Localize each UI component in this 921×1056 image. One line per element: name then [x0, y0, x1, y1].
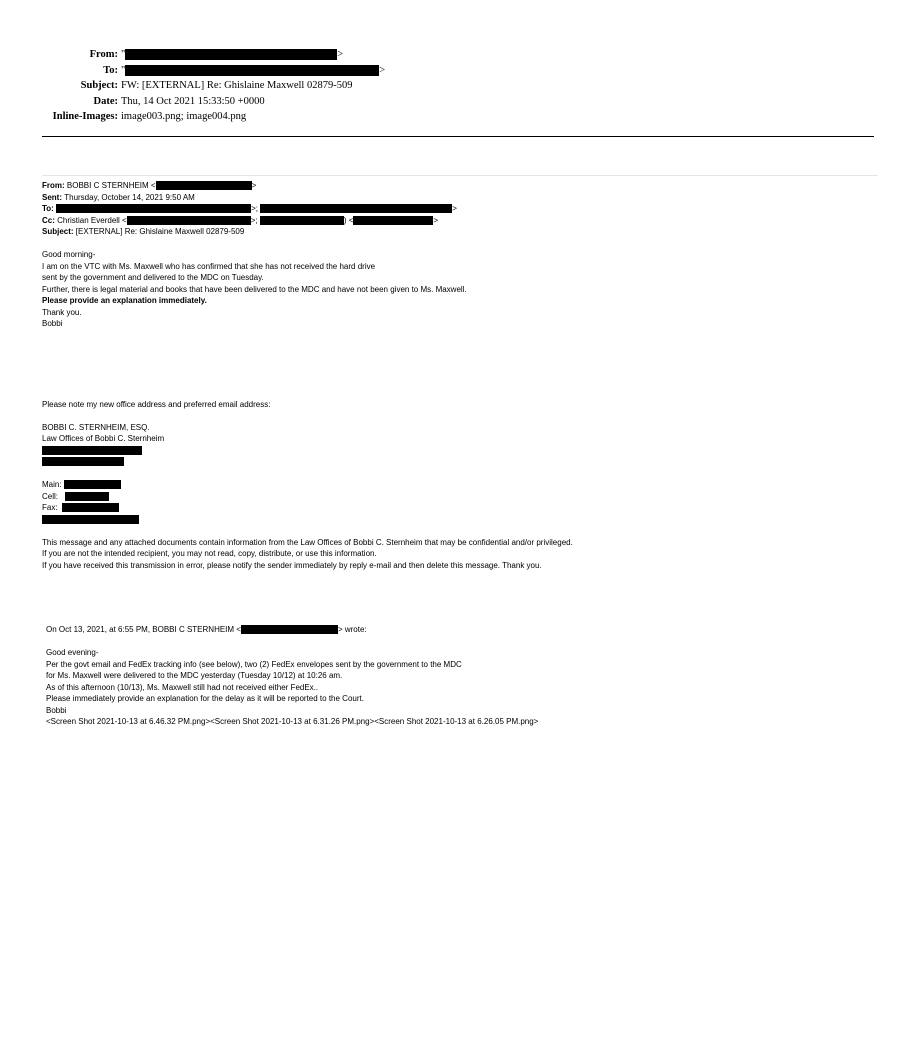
signature-main-row — [42, 479, 892, 491]
fwd-to-label: To: — [42, 204, 54, 213]
header-to-close: > — [379, 64, 386, 76]
header-inline-images-value: image003.png; image004.png — [121, 111, 247, 122]
redaction-box — [64, 480, 121, 489]
header-subject-row — [0, 78, 385, 94]
header-date-row — [0, 94, 385, 110]
message-line-2: sent by the government and delivered to the MDC on Tuesday. — [42, 273, 264, 282]
header-to-open: " — [121, 64, 126, 76]
header-from-label: From: — [89, 49, 118, 60]
quoted-attachments: <Screen Shot 2021-10-13 at 6.46.32 PM.png><Screen Shot 2021-10-13 at 6.31.26 PM.png><Screen Shot 2021-10-13 at 6.26.05 PM.png> — [46, 717, 539, 726]
message-signoff: Bobbi — [42, 319, 63, 328]
message-line-1: I am on the VTC with Ms. Maxwell who has confirmed that she has not received the hard drive — [42, 261, 376, 271]
redaction-box — [156, 181, 252, 190]
header-inline-images-label: Inline-Images: — [52, 111, 118, 122]
signature-cell-label: Cell: — [42, 491, 59, 501]
fwd-subject-row — [42, 226, 892, 238]
quoted-signoff: Bobbi — [46, 705, 67, 715]
body-divider — [42, 175, 878, 176]
fwd-sent-value: Thursday, October 14, 2021 9:50 AM — [64, 192, 195, 202]
header-subject-label: Subject: — [80, 80, 118, 91]
header-from-row — [0, 47, 385, 63]
header-to-row — [0, 63, 385, 79]
disclaimer-line-3: If you have received this transmission in error, please notify the sender immediately by reply e-mail and then delete this message. Thank you. — [42, 560, 542, 570]
fwd-from-close: > — [251, 181, 257, 190]
signature-cell-row — [42, 491, 892, 503]
message-line-3: Further, there is legal material and books that have been delivered to the MDC and have not been given to Ms. Maxwell. — [42, 284, 467, 294]
fwd-to-sep: >; — [251, 204, 258, 213]
redaction-box — [260, 204, 452, 213]
disclaimer-line-2: If you are not the intended recipient, you may not read, copy, distribute, or use this information. — [42, 549, 377, 558]
signature-main-label: Main: — [42, 480, 62, 489]
fwd-to-row — [42, 203, 892, 215]
fwd-cc-paren: ) < — [343, 215, 354, 225]
header-divider — [42, 136, 874, 137]
fwd-from-label: From: — [42, 181, 65, 190]
redaction-box — [42, 446, 142, 455]
signature-address-2 — [42, 456, 892, 468]
redaction-box — [42, 515, 139, 524]
signature-name: BOBBI C. STERNHEIM, ESQ. — [42, 422, 150, 432]
header-date-label: Date: — [93, 95, 118, 107]
email-body — [42, 180, 892, 571]
redaction-box — [241, 625, 338, 634]
fwd-cc-label: Cc: — [42, 215, 55, 225]
fwd-from-row — [42, 180, 892, 192]
header-subject-value: FW: [EXTERNAL] Re: Ghislaine Maxwell 02879-509 — [121, 80, 353, 91]
signature-firm: Law Offices of Bobbi C. Sternheim — [42, 434, 165, 443]
fwd-to-close: > — [452, 204, 457, 213]
signature-fax-row — [42, 502, 892, 514]
signature-address-1 — [42, 445, 892, 457]
quoted-line-2: for Ms. Maxwell were delivered to the MDC yesterday (Tuesday 10/12) at 10:26 am. — [46, 671, 343, 680]
redaction-box — [353, 216, 433, 225]
redaction-box — [42, 457, 124, 466]
message-bold-line: Please provide an explanation immediately. — [42, 296, 207, 305]
redaction-box — [125, 65, 379, 76]
quoted-intro-end: > wrote: — [337, 625, 367, 634]
fwd-subject-value: [EXTERNAL] Re: Ghislaine Maxwell 02879-509 — [75, 227, 245, 236]
fwd-sent-row — [42, 192, 892, 204]
fwd-cc-value: Christian Everdell < — [57, 215, 127, 225]
header-date-value: Thu, 14 Oct 2021 15:33:50 +0000 — [121, 95, 265, 107]
quoted-message — [46, 624, 896, 728]
redaction-box — [56, 204, 251, 213]
header-to-label: To: — [103, 64, 118, 76]
header-from-close: > — [337, 49, 344, 60]
header-inline-images-row — [0, 109, 385, 125]
quoted-line-3: As of this afternoon (10/13), Ms. Maxwell still had not received either FedEx.. — [46, 682, 319, 692]
redaction-box — [65, 492, 109, 501]
redaction-box — [62, 503, 119, 512]
redaction-box — [260, 216, 344, 225]
fwd-subject-label: Subject: — [42, 227, 74, 236]
fwd-cc-close: > — [433, 215, 439, 225]
print-header — [0, 47, 385, 125]
header-from-open: " — [121, 49, 126, 60]
fwd-cc-row — [42, 215, 892, 227]
signature-note: Please note my new office address and preferred email address: — [42, 399, 271, 409]
message-greeting: Good morning- — [42, 250, 96, 259]
quoted-line-4: Please immediately provide an explanation for the delay as it will be reported to the Court. — [46, 694, 364, 703]
quoted-line-1: Per the govt email and FedEx tracking info (see below), two (2) FedEx envelopes sent by the government to the MDC — [46, 659, 462, 669]
quoted-greeting: Good evening- — [46, 648, 99, 657]
signature-email-row — [42, 514, 892, 526]
redaction-box — [127, 216, 251, 225]
fwd-from-value: BOBBI C STERNHEIM < — [66, 181, 156, 190]
fwd-cc-sep: >; — [250, 215, 258, 225]
quoted-intro — [46, 624, 896, 636]
message-thanks: Thank you. — [42, 307, 82, 317]
quoted-intro-start: On Oct 13, 2021, at 6:55 PM, BOBBI C STERNHEIM < — [46, 625, 241, 634]
disclaimer-line-1: This message and any attached documents contain information from the Law Offices of Bobbi C. Sternheim that may be confidential and/or privileged. — [42, 537, 573, 547]
signature-fax-label: Fax: — [42, 503, 58, 512]
redaction-box — [125, 49, 337, 60]
fwd-sent-label: Sent: — [42, 192, 62, 202]
